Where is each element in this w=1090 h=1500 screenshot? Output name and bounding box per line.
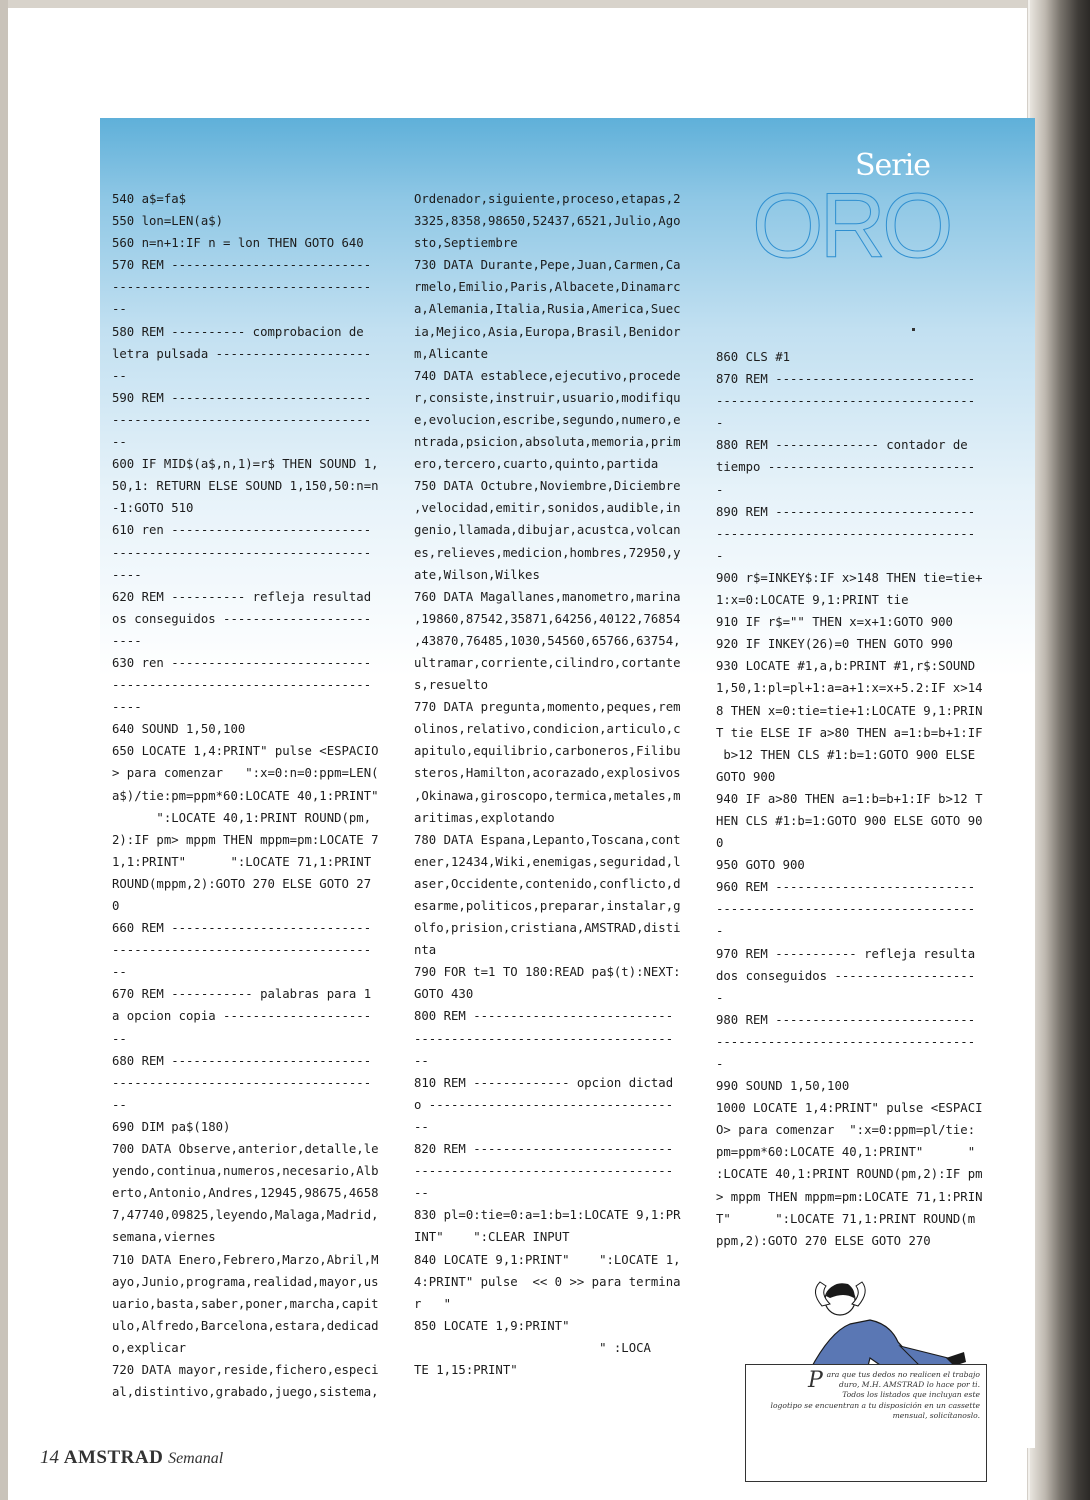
code-line: ":LOCATE 40,1:PRINT ROUND(pm, — [112, 810, 372, 825]
page-footer — [40, 1447, 223, 1469]
code-line: ener,12434,Wiki,enemigas,seguridad,l — [414, 854, 681, 869]
code-line: ----------------------------------- — [112, 412, 372, 427]
code-line: 730 DATA Durante,Pepe,Juan,Carmen,Ca — [414, 258, 681, 273]
code-line: 880 REM -------------- contador de — [716, 438, 968, 453]
code-line: dos conseguidos ------------------- — [716, 968, 976, 983]
code-line: tiempo ---------------------------- — [716, 460, 976, 475]
code-line: -- — [414, 1119, 429, 1134]
code-line: erto,Antonio,Andres,12945,98675,4658 — [112, 1186, 379, 1201]
promo-body: ara que tus dedos no realicen el trabajo duro, M.H. AMSTRAD lo hace por ti. Todos los listados que incluyan este logotipo se encuentran a tu disposición en un cassette mensual, solicítanoslo. — [770, 1370, 980, 1420]
code-line: ----------------------------------- — [716, 526, 976, 541]
code-line: - — [716, 482, 724, 497]
code-line: 710 DATA Enero,Febrero,Marzo,Abril,M — [112, 1252, 379, 1267]
code-line: 940 IF a>80 THEN a=1:b=b+1:IF b>12 T — [716, 791, 983, 806]
code-line: 900 r$=INKEY$:IF x>148 THEN tie=tie+ — [716, 570, 983, 585]
code-line: ----------------------------------- — [414, 1031, 674, 1046]
code-line: al,distintivo,grabado,juego,sistema, — [112, 1385, 379, 1400]
code-line: a$)/tie:pm=ppm*60:LOCATE 40,1:PRINT" — [112, 788, 379, 803]
code-line: 1:x=0:LOCATE 9,1:PRINT tie — [716, 593, 909, 608]
code-line: ulo,Alfredo,Barcelona,estara,dedicad — [112, 1318, 379, 1333]
code-line: ----------------------------------- — [716, 394, 976, 409]
code-line: 840 LOCATE 9,1:PRINT" ":LOCATE 1, — [414, 1252, 681, 1267]
code-line: " :LOCA — [414, 1340, 651, 1355]
code-line: uario,basta,saber,poner,marcha,capit — [112, 1296, 379, 1311]
code-line: letra pulsada --------------------- — [112, 346, 372, 361]
print-speck — [912, 328, 915, 331]
code-line: ----------------------------------- — [112, 678, 372, 693]
code-line: 640 SOUND 1,50,100 — [112, 722, 246, 737]
code-line: ---- — [112, 633, 142, 648]
code-line: 2):IF pm> mppm THEN mppm=pm:LOCATE 7 — [112, 832, 379, 847]
code-line: GOTO 430 — [414, 987, 474, 1002]
logo-serie-text: Serie — [855, 148, 930, 183]
code-line: T" ":LOCATE 71,1:PRINT ROUND(m — [716, 1211, 976, 1226]
code-line: 970 REM ----------- refleja resulta — [716, 946, 976, 961]
code-line: 820 REM --------------------------- — [414, 1142, 674, 1157]
code-line: 950 GOTO 900 — [716, 858, 805, 873]
code-line: 570 REM --------------------------- — [112, 258, 372, 273]
code-line: 790 FOR t=1 TO 180:READ pa$(t):NEXT: — [414, 965, 681, 980]
code-line: 670 REM ----------- palabras para 1 — [112, 987, 372, 1002]
code-line: s,resuelto — [414, 678, 489, 693]
code-line: GOTO 900 — [716, 769, 776, 784]
listing-column-3 — [716, 346, 996, 1252]
code-line: 980 REM --------------------------- — [716, 1012, 976, 1027]
code-line: ----------------------------------- — [716, 1034, 976, 1049]
code-line: o,explicar — [112, 1340, 187, 1355]
code-line: 830 pl=0:tie=0:a=1:b=1:LOCATE 9,1:PR — [414, 1208, 681, 1223]
code-line: 990 SOUND 1,50,100 — [716, 1079, 850, 1094]
code-line: ate,Wilson,Wilkes — [414, 567, 540, 582]
promo-text — [748, 1370, 980, 1421]
code-line: 0 — [716, 836, 724, 851]
code-line: 680 REM --------------------------- — [112, 1053, 372, 1068]
code-line: a opcion copia -------------------- — [112, 1009, 372, 1024]
code-line: 560 n=n+1:IF n = lon THEN GOTO 640 — [112, 236, 364, 251]
code-line: olfo,prision,cristiana,AMSTRAD,disti — [414, 921, 681, 936]
logo-oro-text: ORO — [752, 175, 950, 277]
code-line: -- — [112, 1031, 127, 1046]
code-line: > para comenzar ":x=0:n=0:ppm=LEN( — [112, 766, 379, 781]
code-line: ultramar,corriente,cilindro,cortante — [414, 655, 681, 670]
code-line: yendo,continua,numeros,necesario,Alb — [112, 1164, 379, 1179]
magazine-name: AMSTRAD — [63, 1447, 164, 1468]
code-line: 920 IF INKEY(26)=0 THEN GOTO 990 — [716, 637, 953, 652]
code-line: -- — [112, 965, 127, 980]
code-line: :LOCATE 40,1:PRINT ROUND(pm,2):IF pm — [716, 1167, 983, 1182]
code-line: ,Okinawa,giroscopo,termica,metales,m — [414, 788, 681, 803]
code-line: sto,Septiembre — [414, 236, 518, 251]
listing-column-2 — [414, 188, 704, 1381]
code-line: 720 DATA mayor,reside,fichero,especi — [112, 1362, 379, 1377]
code-line: ----------------------------------- — [112, 1075, 372, 1090]
code-line: ia,Mejico,Asia,Europa,Brasil,Benidor — [414, 324, 681, 339]
code-line: ----------------------------------- — [112, 545, 372, 560]
code-line: 550 lon=LEN(a$) — [112, 214, 224, 229]
code-line: e,evolucion,escribe,segundo,numero,e — [414, 412, 681, 427]
code-line: ROUND(mppm,2):GOTO 270 ELSE GOTO 27 — [112, 876, 372, 891]
code-line: HEN CLS #1:b=1:GOTO 900 ELSE GOTO 90 — [716, 813, 983, 828]
code-line: pm=ppm*60:LOCATE 40,1:PRINT" " — [716, 1145, 976, 1160]
code-line: 860 CLS #1 — [716, 350, 791, 364]
code-line: 850 LOCATE 1,9:PRINT" — [414, 1318, 570, 1333]
code-line: aser,Occidente,contenido,conflicto,d — [414, 876, 681, 891]
code-line: - — [716, 548, 724, 563]
code-line: r " — [414, 1296, 452, 1311]
code-line: steros,Hamilton,acorazado,explosivos — [414, 766, 681, 781]
code-line: semana,viernes — [112, 1230, 216, 1245]
code-line: rmelo,Emilio,Paris,Albacete,Dinamarc — [414, 280, 681, 295]
code-line: ----------------------------------- — [112, 280, 372, 295]
code-line: 610 ren --------------------------- — [112, 523, 372, 538]
code-line: 770 DATA pregunta,momento,peques,rem — [414, 700, 681, 715]
code-line: b>12 THEN CLS #1:b=1:GOTO 900 ELSE — [716, 747, 976, 762]
code-line: 800 REM --------------------------- — [414, 1009, 674, 1024]
code-line: 870 REM --------------------------- — [716, 372, 976, 387]
code-line: INT" ":CLEAR INPUT — [414, 1230, 570, 1245]
code-line: 650 LOCATE 1,4:PRINT" pulse <ESPACIO — [112, 744, 379, 759]
code-line: T tie ELSE IF a>80 THEN a=1:b=b+1:IF — [716, 725, 983, 740]
code-line: - — [716, 924, 724, 939]
code-line: > mppm THEN mppm=pm:LOCATE 71,1:PRIN — [716, 1189, 983, 1204]
code-line: m,Alicante — [414, 346, 489, 361]
code-line: 1,1:PRINT" ":LOCATE 71,1:PRINT — [112, 854, 372, 869]
code-line: ppm,2):GOTO 270 ELSE GOTO 270 — [716, 1233, 931, 1248]
code-line: - — [716, 990, 724, 1005]
code-line: - — [716, 416, 724, 431]
code-line: - — [716, 1057, 724, 1071]
code-line: apitulo,equilibrio,carboneros,Filibu — [414, 744, 681, 759]
code-line: ntrada,psicion,absoluta,memoria,prim — [414, 435, 681, 450]
code-line: -- — [112, 435, 127, 450]
code-line: es,relieves,medicion,hombres,72950,y — [414, 545, 681, 560]
code-line: 740 DATA establece,ejecutivo,procede — [414, 368, 681, 383]
code-line: -- — [112, 1097, 127, 1112]
code-line: -- — [112, 368, 127, 383]
code-line: 580 REM ---------- comprobacion de — [112, 324, 364, 339]
code-line: 760 DATA Magallanes,manometro,marina — [414, 589, 681, 604]
listing-column-1 — [112, 188, 402, 1403]
code-line: -- — [414, 1053, 429, 1068]
code-line: 3325,8358,98650,52437,6521,Julio,Ago — [414, 214, 681, 229]
code-line: -1:GOTO 510 — [112, 501, 194, 516]
code-line: O> para comenzar ":x=0:ppm=pl/tie: — [716, 1123, 976, 1138]
code-line: 750 DATA Octubre,Noviembre,Diciembre — [414, 479, 681, 494]
code-line: r,consiste,instruir,usuario,modifiqu — [414, 390, 681, 405]
code-line: 8 THEN x=0:tie=tie+1:LOCATE 9,1:PRIN — [716, 703, 983, 718]
promo-initial: P — [808, 1368, 823, 1393]
code-line: o --------------------------------- — [414, 1097, 674, 1112]
magazine-issue: Semanal — [168, 1450, 224, 1467]
code-line: a,Alemania,Italia,Rusia,America,Suec — [414, 302, 681, 317]
code-line: 780 DATA Espana,Lepanto,Toscana,cont — [414, 832, 681, 847]
book-spine — [1030, 0, 1090, 1500]
code-line: 590 REM --------------------------- — [112, 390, 372, 405]
code-line: 0 — [112, 899, 120, 913]
scan-border-top — [0, 0, 1090, 8]
code-line: olinos,relativo,condicion,articulo,c — [414, 722, 681, 737]
code-line: ero,tercero,cuarto,quinto,partida — [414, 457, 659, 472]
page-number: 14 — [40, 1447, 59, 1468]
code-line: -- — [414, 1186, 429, 1201]
code-line: ,19860,87542,35871,64256,40122,76854 — [414, 611, 681, 626]
code-line: ----------------------------------- — [716, 902, 976, 917]
code-line: 930 LOCATE #1,a,b:PRINT #1,r$:SOUND — [716, 659, 976, 674]
serie-oro-logo — [748, 140, 988, 280]
code-line: 690 DIM pa$(180) — [112, 1119, 231, 1134]
code-line: ---- — [112, 567, 142, 582]
code-line: 1000 LOCATE 1,4:PRINT" pulse <ESPACI — [716, 1101, 983, 1116]
code-line: 50,1: RETURN ELSE SOUND 1,150,50:n=n — [112, 479, 379, 494]
code-line: ----------------------------------- — [112, 943, 372, 958]
code-line: 960 REM --------------------------- — [716, 880, 976, 895]
code-line: 540 a$=fa$ — [112, 192, 187, 206]
code-line: ---- — [112, 700, 142, 715]
relaxing-man-illustration — [770, 1262, 970, 1380]
code-line: 910 IF r$="" THEN x=x+1:GOTO 900 — [716, 615, 953, 630]
code-line: esarme,politicos,preparar,instalar,g — [414, 899, 681, 913]
code-line: ,velocidad,emitir,sonidos,audible,in — [414, 501, 681, 516]
code-line: 700 DATA Observe,anterior,detalle,le — [112, 1142, 379, 1157]
code-line: 890 REM --------------------------- — [716, 504, 976, 519]
code-line: ayo,Junio,programa,realidad,mayor,us — [112, 1274, 379, 1289]
code-line: Ordenador,siguiente,proceso,etapas,2 — [414, 192, 681, 206]
code-line: 660 REM --------------------------- — [112, 921, 372, 936]
code-line: 810 REM ------------- opcion dictad — [414, 1075, 674, 1090]
code-line: ,43870,76485,1030,54560,65766,63754, — [414, 633, 681, 648]
code-line: 630 ren --------------------------- — [112, 655, 372, 670]
scan-border-left — [0, 0, 8, 1500]
code-line: -- — [112, 302, 127, 317]
code-line: 600 IF MID$(a$,n,1)=r$ THEN SOUND 1, — [112, 457, 379, 472]
code-line: 620 REM ---------- refleja resultad — [112, 589, 372, 604]
code-line: 1,50,1:pl=pl+1:a=a+1:x=x+5.2:IF x>14 — [716, 681, 983, 696]
code-line: 4:PRINT" pulse << 0 >> para termina — [414, 1274, 681, 1289]
code-line: TE 1,15:PRINT" — [414, 1362, 518, 1377]
code-line: nta — [414, 943, 437, 958]
code-line: os conseguidos -------------------- — [112, 611, 372, 626]
code-line: ----------------------------------- — [414, 1164, 674, 1179]
code-line: genio,llamada,dibujar,acustca,volcan — [414, 523, 681, 538]
code-line: 7,47740,09825,leyendo,Malaga,Madrid, — [112, 1208, 379, 1223]
code-line: aritimas,explotando — [414, 810, 555, 825]
